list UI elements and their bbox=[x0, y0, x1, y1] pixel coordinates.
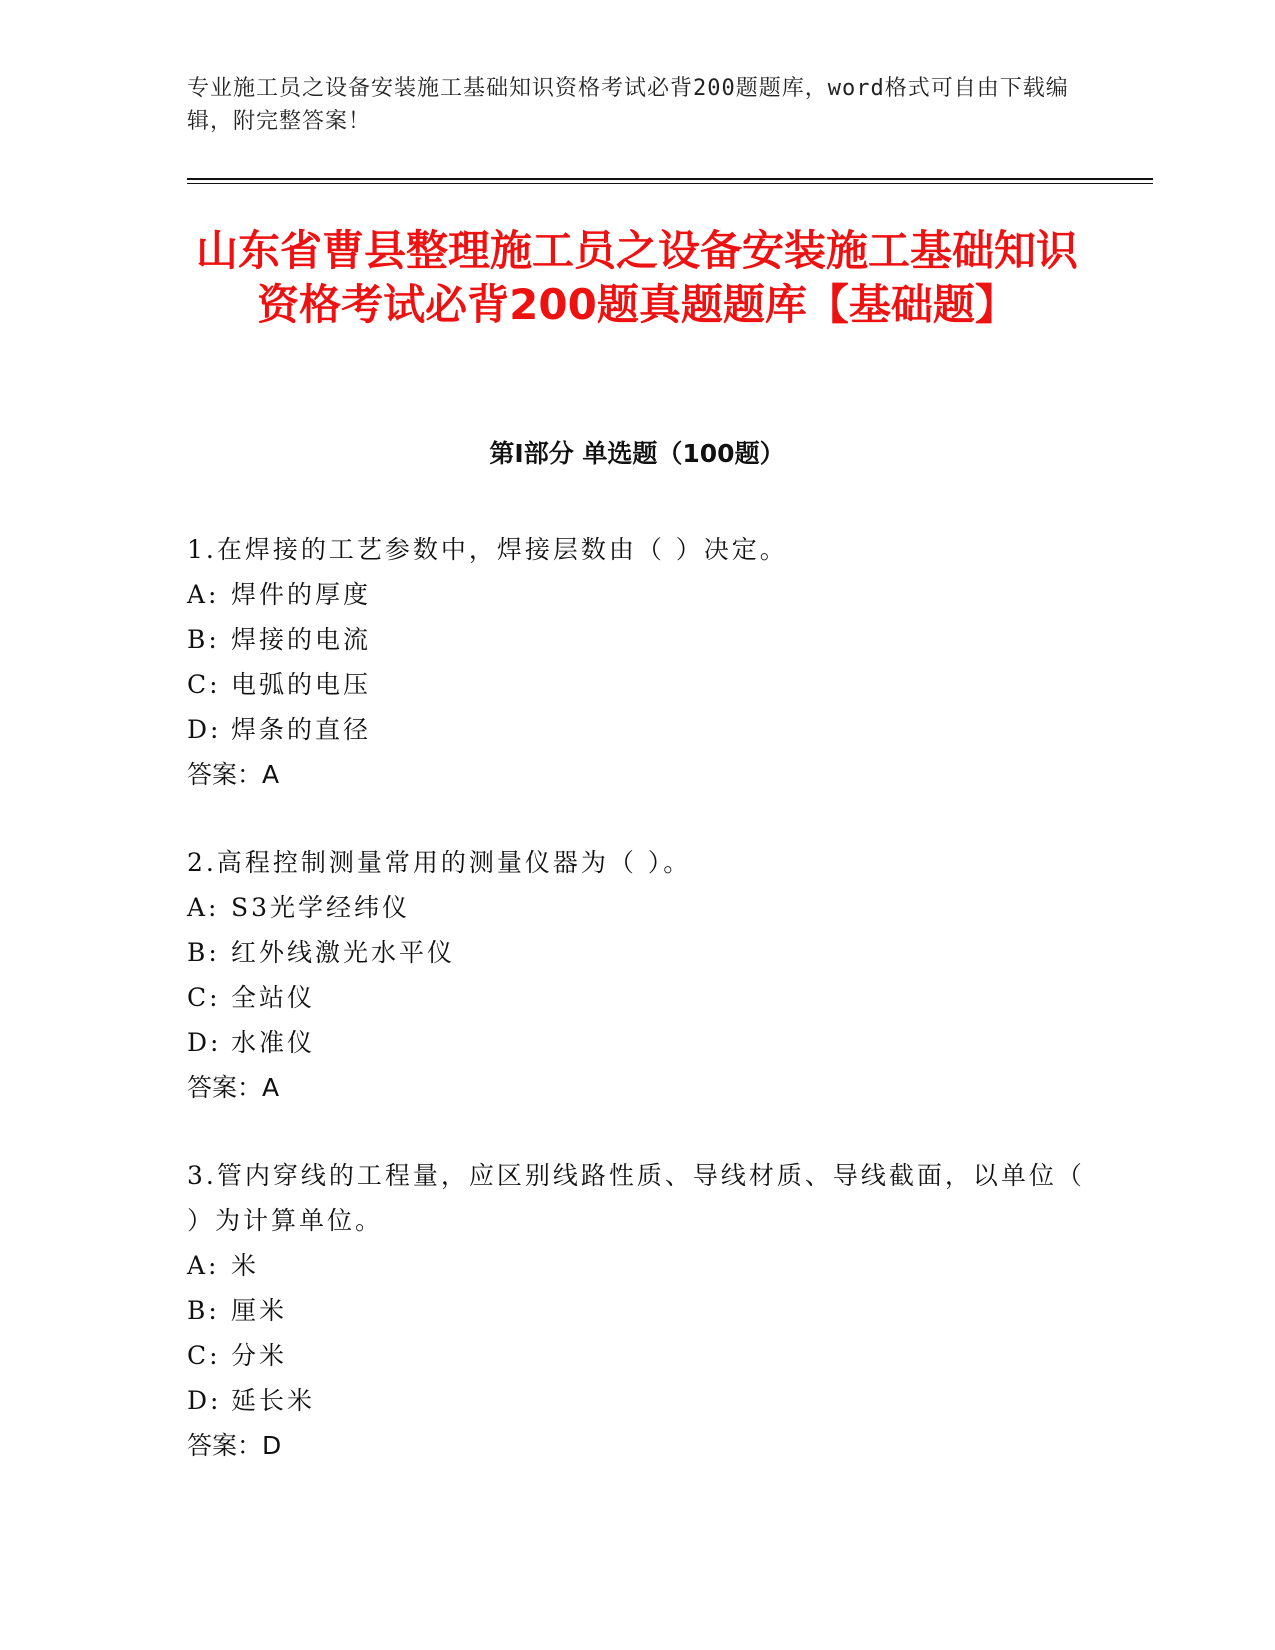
option-text: S3光学经纬仪 bbox=[231, 893, 411, 922]
answer-line bbox=[187, 752, 1087, 797]
option-letter: D: bbox=[187, 715, 222, 744]
option-c bbox=[187, 1333, 1087, 1378]
header-note: 专业施工员之设备安装施工基础知识资格考试必背200题题库，word格式可自由下载编辑，附完整答案！ bbox=[187, 76, 1069, 134]
answer-value: A bbox=[262, 1073, 280, 1102]
question-3 bbox=[187, 1153, 1087, 1468]
question-stem: 2.高程控制测量常用的测量仪器为（ ）。 bbox=[187, 848, 692, 877]
question-1 bbox=[187, 527, 1087, 797]
question-list bbox=[187, 527, 1087, 1511]
question-stem: 1.在焊接的工艺参数中，焊接层数由（ ）决定。 bbox=[187, 535, 788, 564]
option-letter: A: bbox=[187, 580, 220, 609]
option-text: 分米 bbox=[231, 1341, 288, 1370]
option-a bbox=[187, 572, 1087, 617]
option-letter: C: bbox=[187, 1341, 221, 1370]
option-text: 焊条的直径 bbox=[231, 715, 372, 744]
answer-line bbox=[187, 1065, 1087, 1110]
question-stem: 3.管内穿线的工程量，应区别线路性质、导线材质、导线截面，以单位（ ）为计算单位。 bbox=[187, 1161, 1085, 1235]
option-c bbox=[187, 662, 1087, 707]
option-letter: D: bbox=[187, 1028, 222, 1057]
option-d bbox=[187, 1378, 1087, 1423]
option-d bbox=[187, 1020, 1087, 1065]
option-letter: A: bbox=[187, 1251, 220, 1280]
option-text: 焊件的厚度 bbox=[231, 580, 372, 609]
document-title: 山东省曹县整理施工员之设备安装施工基础知识资格考试必背200题真题题库【基础题】 bbox=[195, 226, 1078, 329]
section-title: 第I部分 单选题（100题） bbox=[489, 439, 785, 468]
option-a bbox=[187, 1243, 1087, 1288]
answer-label: 答案： bbox=[187, 1073, 263, 1102]
option-letter: B: bbox=[187, 938, 220, 967]
option-letter: B: bbox=[187, 625, 220, 654]
option-letter: C: bbox=[187, 983, 221, 1012]
option-c bbox=[187, 975, 1087, 1020]
question-2 bbox=[187, 840, 1087, 1110]
answer-label: 答案： bbox=[187, 760, 263, 789]
option-text: 厘米 bbox=[231, 1296, 288, 1325]
option-text: 延长米 bbox=[231, 1386, 316, 1415]
option-a bbox=[187, 885, 1087, 930]
answer-value: D bbox=[262, 1431, 282, 1460]
option-text: 红外线激光水平仪 bbox=[231, 938, 456, 967]
option-letter: C: bbox=[187, 670, 221, 699]
option-text: 米 bbox=[231, 1251, 260, 1280]
answer-label: 答案： bbox=[187, 1431, 263, 1460]
option-text: 全站仪 bbox=[231, 983, 316, 1012]
option-text: 水准仪 bbox=[231, 1028, 316, 1057]
answer-value: A bbox=[262, 760, 280, 789]
option-letter: B: bbox=[187, 1296, 220, 1325]
header-divider-thin bbox=[187, 183, 1153, 184]
option-b bbox=[187, 617, 1087, 662]
answer-line bbox=[187, 1423, 1087, 1468]
header-divider-thick bbox=[187, 178, 1153, 180]
option-letter: D: bbox=[187, 1386, 222, 1415]
option-b bbox=[187, 930, 1087, 975]
option-b bbox=[187, 1288, 1087, 1333]
option-letter: A: bbox=[187, 893, 220, 922]
option-text: 焊接的电流 bbox=[231, 625, 372, 654]
option-d bbox=[187, 707, 1087, 752]
option-text: 电弧的电压 bbox=[231, 670, 372, 699]
